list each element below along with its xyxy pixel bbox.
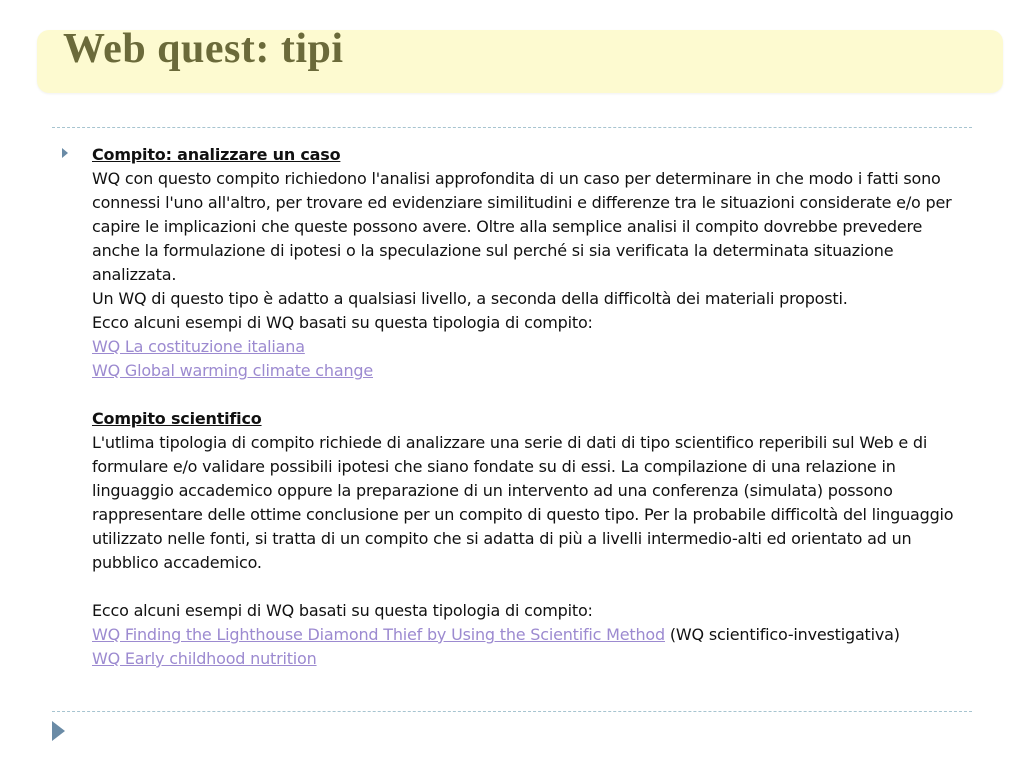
slide-content [92, 143, 972, 671]
link-lighthouse-diamond-thief[interactable]: WQ Finding the Lighthouse Diamond Thief by Using the Scientific Method [92, 625, 665, 644]
section-body-analizzare-caso: WQ con questo compito richiedono l'analisi approfondita di un caso per determinare in che modo i fatti sono connessi l'uno all'altro, per trovare ed evidenziare similitudini e differenze tra le situazioni considerate e/o per capire le implicazioni che queste possono avere. Oltre alla semplice analisi il compito dovrebbe prevedere anche la formulazione di ipotesi o la speculazione sul perché si sia verificata la determinata situazione analizzata. [92, 169, 952, 284]
top-divider [52, 127, 972, 128]
section-heading-analizzare-caso: Compito: analizzare un caso [92, 145, 341, 164]
link-global-warming[interactable]: WQ Global warming climate change [92, 361, 373, 380]
examples-intro: Ecco alcuni esempi di WQ basati su questa tipologia di compito: [92, 601, 593, 620]
triangle-bullet-icon [62, 148, 68, 158]
slide-title: Web quest: tipi [63, 26, 344, 72]
link-costituzione-italiana[interactable]: WQ La costituzione italiana [92, 337, 305, 356]
link-early-childhood-nutrition[interactable]: WQ Early childhood nutrition [92, 649, 317, 668]
section-heading-scientifico: Compito scientifico [92, 409, 262, 428]
examples-intro: Ecco alcuni esempi di WQ basati su questa tipologia di compito: [92, 313, 593, 332]
section-note-livello: Un WQ di questo tipo è adatto a qualsiasi livello, a seconda della difficoltà dei materiali proposti. [92, 289, 848, 308]
spacer [92, 383, 972, 407]
spacer [92, 575, 972, 599]
link-suffix: (WQ scientifico-investigativa) [664, 625, 900, 644]
section-body-scientifico: L'utlima tipologia di compito richiede di analizzare una serie di dati di tipo scientifico reperibili sul Web e di formulare e/o validare possibili ipotesi che siano fondate su di essi. La compilazione di una relazione in linguaggio accademico oppure la preparazione di un intervento ad una conferenza (simulata) possono rappresentare delle ottime conclusione per un compito di questo tipo. Per la probabile difficoltà del linguaggio utilizzato nelle fonti, si tratta di un compito che si adatta di più a livelli intermedio-alti ed orientato ad un pubblico accademico. [92, 433, 954, 572]
bottom-divider [52, 711, 972, 712]
next-slide-arrow-icon[interactable] [52, 721, 65, 741]
